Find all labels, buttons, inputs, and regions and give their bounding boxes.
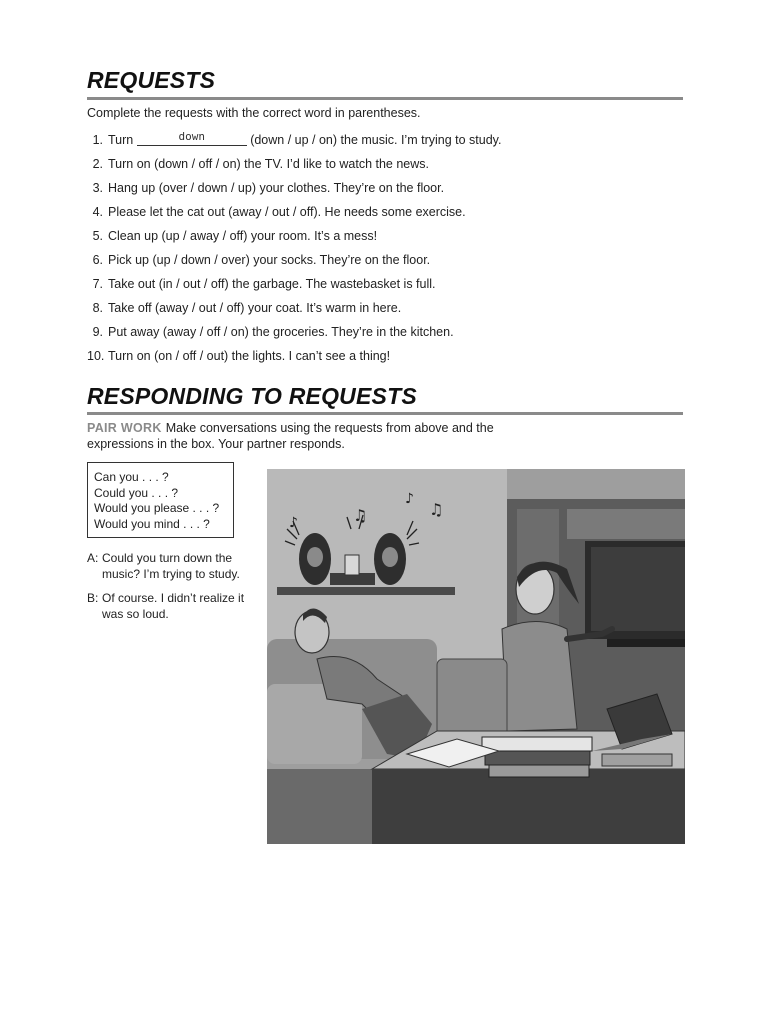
item-text: Hang up (over / down / up) your clothes. They’re on the floor. bbox=[108, 181, 445, 195]
responding-divider bbox=[87, 412, 683, 415]
book-stack bbox=[482, 737, 592, 777]
tv-stand bbox=[607, 639, 685, 647]
requests-list bbox=[87, 132, 687, 372]
list-item bbox=[87, 324, 687, 348]
dialogue-line-b bbox=[87, 590, 262, 622]
item-text: Please let the cat out (away / out / off). He needs some exercise. bbox=[108, 205, 466, 219]
music-note: ♪ bbox=[405, 491, 414, 507]
chair bbox=[437, 659, 507, 739]
pair-work-text: Make conversations using the requests from above and the expressions in the box. Your partner responds. bbox=[87, 421, 494, 451]
item-number: 7. bbox=[92, 277, 103, 291]
item-number: 1. bbox=[92, 133, 103, 147]
expression: Would you mind . . . ? bbox=[94, 516, 210, 531]
item-number: 2. bbox=[92, 157, 103, 171]
answer-blank[interactable] bbox=[137, 131, 247, 146]
handwritten-answer: down bbox=[178, 130, 205, 143]
expression: Would you please . . . ? bbox=[94, 501, 220, 515]
bookcase-shelf bbox=[567, 509, 685, 539]
requests-title: REQUESTS bbox=[87, 67, 216, 93]
dialogue-line-a bbox=[87, 550, 262, 582]
music-note: ♪ bbox=[289, 515, 298, 531]
notebook bbox=[602, 754, 672, 766]
item-text: Take out (in / out / off) the garbage. The wastebasket is full. bbox=[108, 277, 436, 291]
right-speaker-cone bbox=[382, 547, 398, 567]
item-number: 5. bbox=[92, 229, 103, 243]
item-text: Take off (away / out / off) your coat. It’s warm in here. bbox=[108, 301, 402, 315]
responding-title: RESPONDING TO REQUESTS bbox=[87, 383, 417, 409]
item-number: 6. bbox=[92, 253, 103, 267]
living-room-illustration bbox=[267, 469, 685, 844]
list-item bbox=[87, 132, 687, 156]
item-number: 10. bbox=[87, 349, 105, 363]
list-item bbox=[87, 228, 687, 252]
music-note: ♫ bbox=[429, 500, 444, 519]
dialogue-text: Could you turn down the music? I’m trying to study. bbox=[102, 551, 240, 581]
wall-shelf bbox=[277, 587, 455, 595]
item-text: Turn on (down / off / on) the TV. I’d like to watch the news. bbox=[108, 157, 430, 171]
item-text: Turn on (on / off / out) the lights. I can’t see a thing! bbox=[108, 349, 391, 363]
list-item bbox=[87, 156, 687, 180]
dialogue-text: Of course. I didn’t realize it was so loud. bbox=[102, 591, 245, 621]
item-number: 8. bbox=[92, 301, 103, 315]
music-note: ♫ bbox=[353, 506, 368, 525]
tv-screen bbox=[591, 547, 685, 631]
pair-work-instructions bbox=[87, 420, 507, 452]
music-device bbox=[345, 555, 359, 575]
list-item bbox=[87, 204, 687, 228]
item-text-before: Turn bbox=[108, 133, 137, 147]
speaker-label: A: bbox=[87, 551, 99, 565]
item-number: 3. bbox=[92, 181, 103, 195]
list-item bbox=[87, 252, 687, 276]
item-text: Pick up (up / down / over) your socks. They’re on the floor. bbox=[108, 253, 431, 267]
list-item bbox=[87, 348, 687, 372]
item-text-after: (down / up / on) the music. I’m trying to study. bbox=[246, 133, 502, 147]
requests-instructions: Complete the requests with the correct word in parentheses. bbox=[87, 106, 421, 120]
speaker-label: B: bbox=[87, 591, 99, 605]
pair-work-label: PAIR WORK bbox=[87, 421, 162, 435]
list-item bbox=[87, 276, 687, 300]
item-number: 4. bbox=[92, 205, 103, 219]
expression: Could you . . . ? bbox=[94, 485, 179, 500]
left-speaker-cone bbox=[307, 547, 323, 567]
list-item bbox=[87, 180, 687, 204]
list-item bbox=[87, 300, 687, 324]
item-text: Clean up (up / away / off) your room. It’s a mess! bbox=[108, 229, 378, 243]
expression: Can you . . . ? bbox=[94, 470, 169, 484]
item-text bbox=[108, 132, 501, 148]
requests-divider bbox=[87, 97, 683, 100]
desk-front bbox=[372, 769, 685, 844]
item-number: 9. bbox=[92, 325, 103, 339]
expressions-box bbox=[87, 462, 234, 538]
item-text: Put away (away / off / on) the groceries. They’re in the kitchen. bbox=[108, 325, 454, 339]
